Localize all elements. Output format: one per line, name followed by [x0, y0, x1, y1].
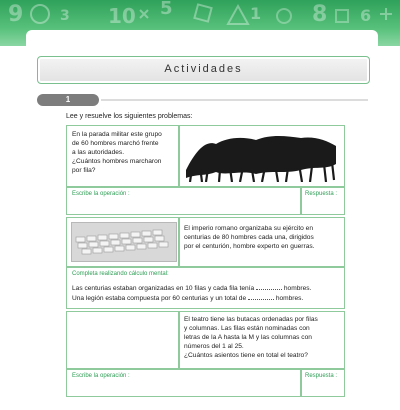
answer-label: Respuesta : — [305, 191, 338, 197]
problem1-text-box — [66, 125, 179, 187]
problem3-line: ¿Cuántos asientos tiene en total el teatro? — [184, 352, 308, 359]
sentence-2-end: hombres. — [275, 295, 304, 302]
decor-digit: 8 — [312, 2, 328, 27]
sentence-2-start: Una legión estaba compuesta por 60 centurias y un total de — [72, 295, 247, 302]
problem1-line: de 60 hombres marchó frente — [72, 140, 159, 147]
problem3-line: números del 1 al 25. — [184, 343, 244, 350]
problem2-image-box — [66, 217, 179, 267]
problem3-image-box — [66, 311, 179, 369]
decor-digit: 3 — [60, 8, 70, 24]
blank-answer-2[interactable] — [248, 293, 274, 300]
section-divider — [101, 99, 368, 101]
problem1-operation-box[interactable] — [66, 187, 301, 215]
section-number: 1 — [37, 94, 99, 106]
problem2-line: por el centurión, hombre experto en guerras. — [184, 243, 315, 250]
sentence-1-end: hombres. — [283, 285, 312, 292]
problem2-line: centurias de 80 hombres cada una, dirigidos — [184, 234, 314, 241]
problem3-operation-box[interactable] — [66, 369, 301, 397]
problem2-complete-box — [66, 267, 345, 309]
decor-digit: 5 — [160, 0, 173, 19]
decor-digit: 10 — [108, 4, 136, 28]
roman-legion-image — [71, 222, 177, 262]
problem3-line: y columnas. Las filas están nominadas con — [184, 325, 310, 332]
problem3-line: letras de la A hasta la M y las columnas con — [184, 334, 312, 341]
problem1-answer-box[interactable] — [301, 187, 345, 215]
problem3-line: El teatro tiene las butacas ordenadas por filas — [184, 316, 318, 323]
complete-label: Completa realizando cálculo mental: — [72, 271, 169, 277]
problem1-image-box — [179, 125, 345, 187]
page-title: Actividades — [164, 63, 243, 75]
sentence-1-start: Las centurias estaban organizadas en 10 filas y cada fila tenía — [72, 285, 255, 292]
problem1-line: ¿Cuántos hombres marcharon — [72, 158, 162, 165]
decor-digit: 9 — [8, 2, 24, 27]
problem1-line: En la parada militar este grupo — [72, 131, 162, 138]
operation-label: Escribe la operación : — [72, 373, 130, 379]
problem2-text-box — [179, 217, 345, 267]
operation-label: Escribe la operación : — [72, 191, 130, 197]
decor-digit: 6 — [360, 6, 372, 25]
title-box — [37, 56, 370, 84]
problem3-text-box — [179, 311, 345, 369]
problem1-line: a las autoridades. — [72, 149, 125, 156]
answer-label: Respuesta : — [305, 373, 338, 379]
instruction-text: Lee y resuelve los siguientes problemas: — [66, 113, 193, 120]
marching-soldiers-image — [186, 130, 336, 182]
sentence-1 — [72, 283, 311, 293]
blank-answer-1[interactable] — [256, 283, 282, 290]
decor-digit: 1 — [250, 4, 262, 23]
problem3-answer-box[interactable] — [301, 369, 345, 397]
sentence-2 — [72, 293, 303, 303]
problem1-line: por fila? — [72, 167, 96, 174]
problem2-line: El imperio romano organizaba su ejército en — [184, 225, 314, 232]
